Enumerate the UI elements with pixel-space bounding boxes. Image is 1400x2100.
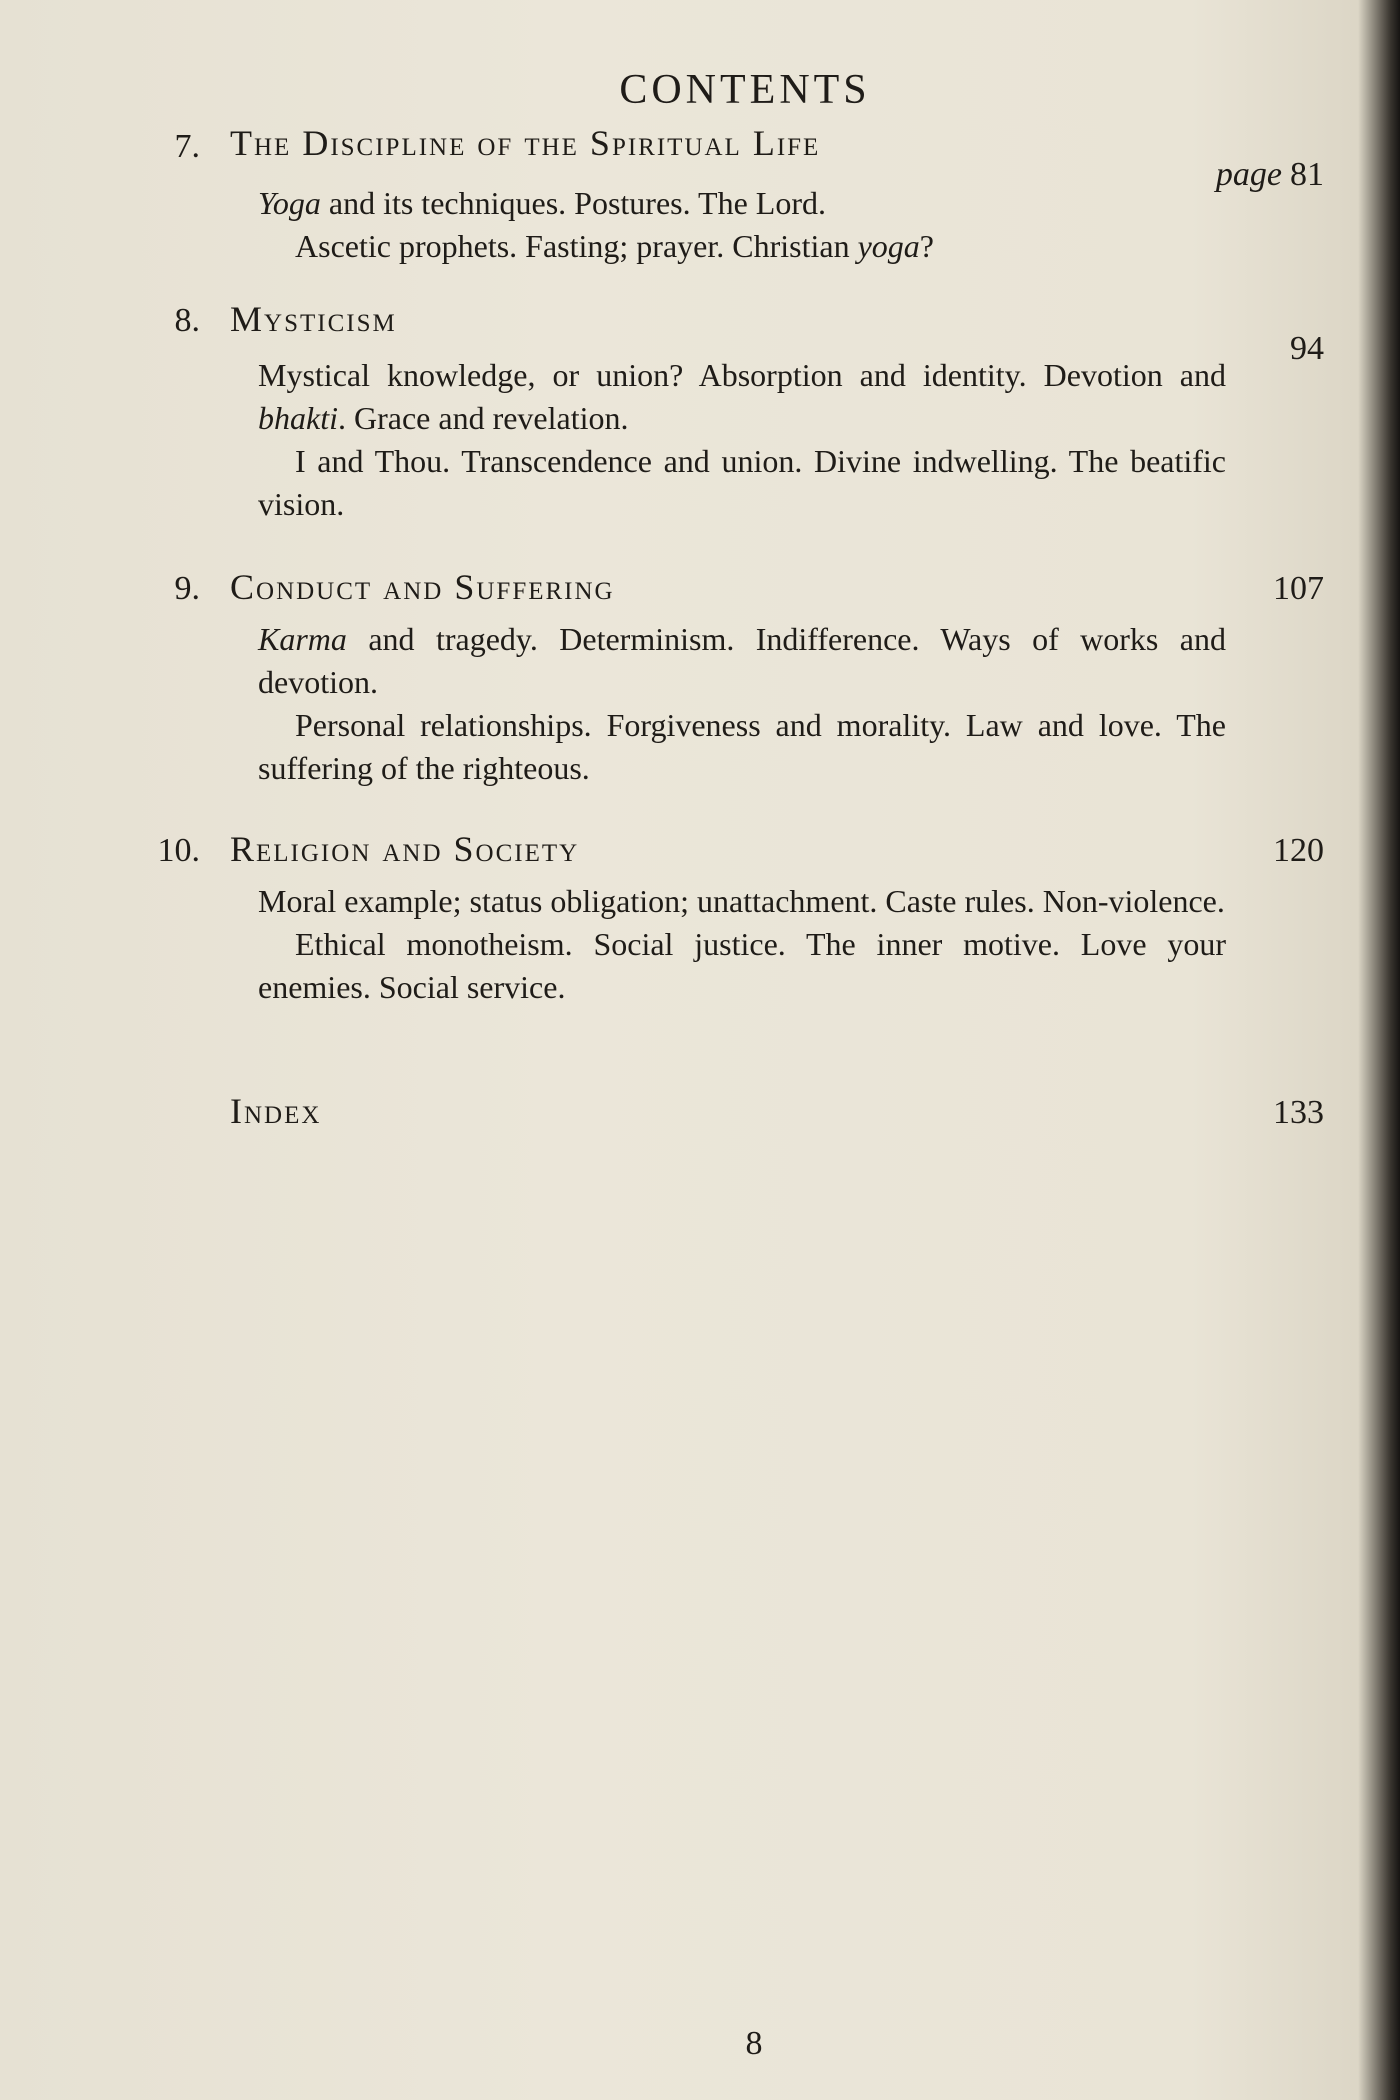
page-number: 120	[1273, 832, 1324, 869]
text-run: Personal relationships. Forgiveness and morality. Law and love. The suffering of the righteous.	[258, 707, 1226, 786]
text-run: and its techniques. Postures. The Lord.	[320, 185, 826, 221]
page-number: 107	[1273, 570, 1324, 607]
text-run: ?	[919, 228, 934, 264]
text-run: Moral example; status obligation; unattachment. Caste rules. Non-violence.	[258, 883, 1225, 919]
page-number: 81	[1290, 156, 1324, 193]
chapter-description	[258, 880, 1226, 1009]
description-paragraph	[258, 880, 1226, 923]
chapter-number: 8.	[174, 302, 200, 339]
page-label: page	[1215, 156, 1282, 193]
description-paragraph	[258, 225, 1058, 268]
chapter-description	[258, 182, 1058, 268]
italic-term: Karma	[258, 621, 347, 657]
chapter-number: 7.	[174, 128, 200, 165]
chapter-title: Mysticism	[230, 299, 397, 339]
index-title: Index	[230, 1091, 322, 1131]
page-folio: 8	[745, 2025, 763, 2062]
chapter-page-ref	[1290, 330, 1324, 368]
chapter-title: Conduct and Suffering	[230, 567, 615, 607]
chapter-page-ref	[1273, 832, 1324, 870]
text-run: . Grace and revelation.	[337, 400, 629, 436]
contents-heading: CONTENTS	[619, 67, 871, 113]
text-run: Ethical monotheism. Social justice. The inner motive. Love your enemies. Social service.	[258, 926, 1226, 1005]
description-paragraph	[258, 354, 1226, 440]
chapter-description	[258, 618, 1226, 790]
text-run: I and Thou. Transcendence and union. Divine indwelling. The beatific vision.	[258, 443, 1226, 522]
italic-term: bhakti	[258, 400, 338, 436]
chapter-number: 9.	[174, 570, 200, 607]
description-paragraph	[258, 440, 1226, 526]
description-paragraph	[258, 618, 1226, 704]
text-run: Mystical knowledge, or union? Absorption and identity. Devotion and	[258, 357, 1226, 393]
chapter-page-ref	[1273, 570, 1324, 608]
description-paragraph	[258, 923, 1226, 1009]
description-paragraph	[258, 704, 1226, 790]
chapter-title: The Discipline of the Spiritual Life	[230, 123, 821, 163]
text-run: Ascetic prophets. Fasting; prayer. Christian	[295, 228, 858, 264]
chapter-title: Religion and Society	[230, 829, 580, 869]
italic-term: Yoga	[258, 185, 321, 221]
chapter-description	[258, 354, 1226, 526]
chapter-number: 10.	[157, 832, 200, 869]
index-page-number: 133	[1273, 1094, 1324, 1131]
page-number: 94	[1290, 330, 1324, 367]
chapter-page-ref	[1216, 156, 1324, 194]
italic-term: yoga	[857, 228, 920, 264]
description-paragraph	[258, 182, 1058, 225]
text-run: and tragedy. Determinism. Indifference. Ways of works and devotion.	[258, 621, 1226, 700]
